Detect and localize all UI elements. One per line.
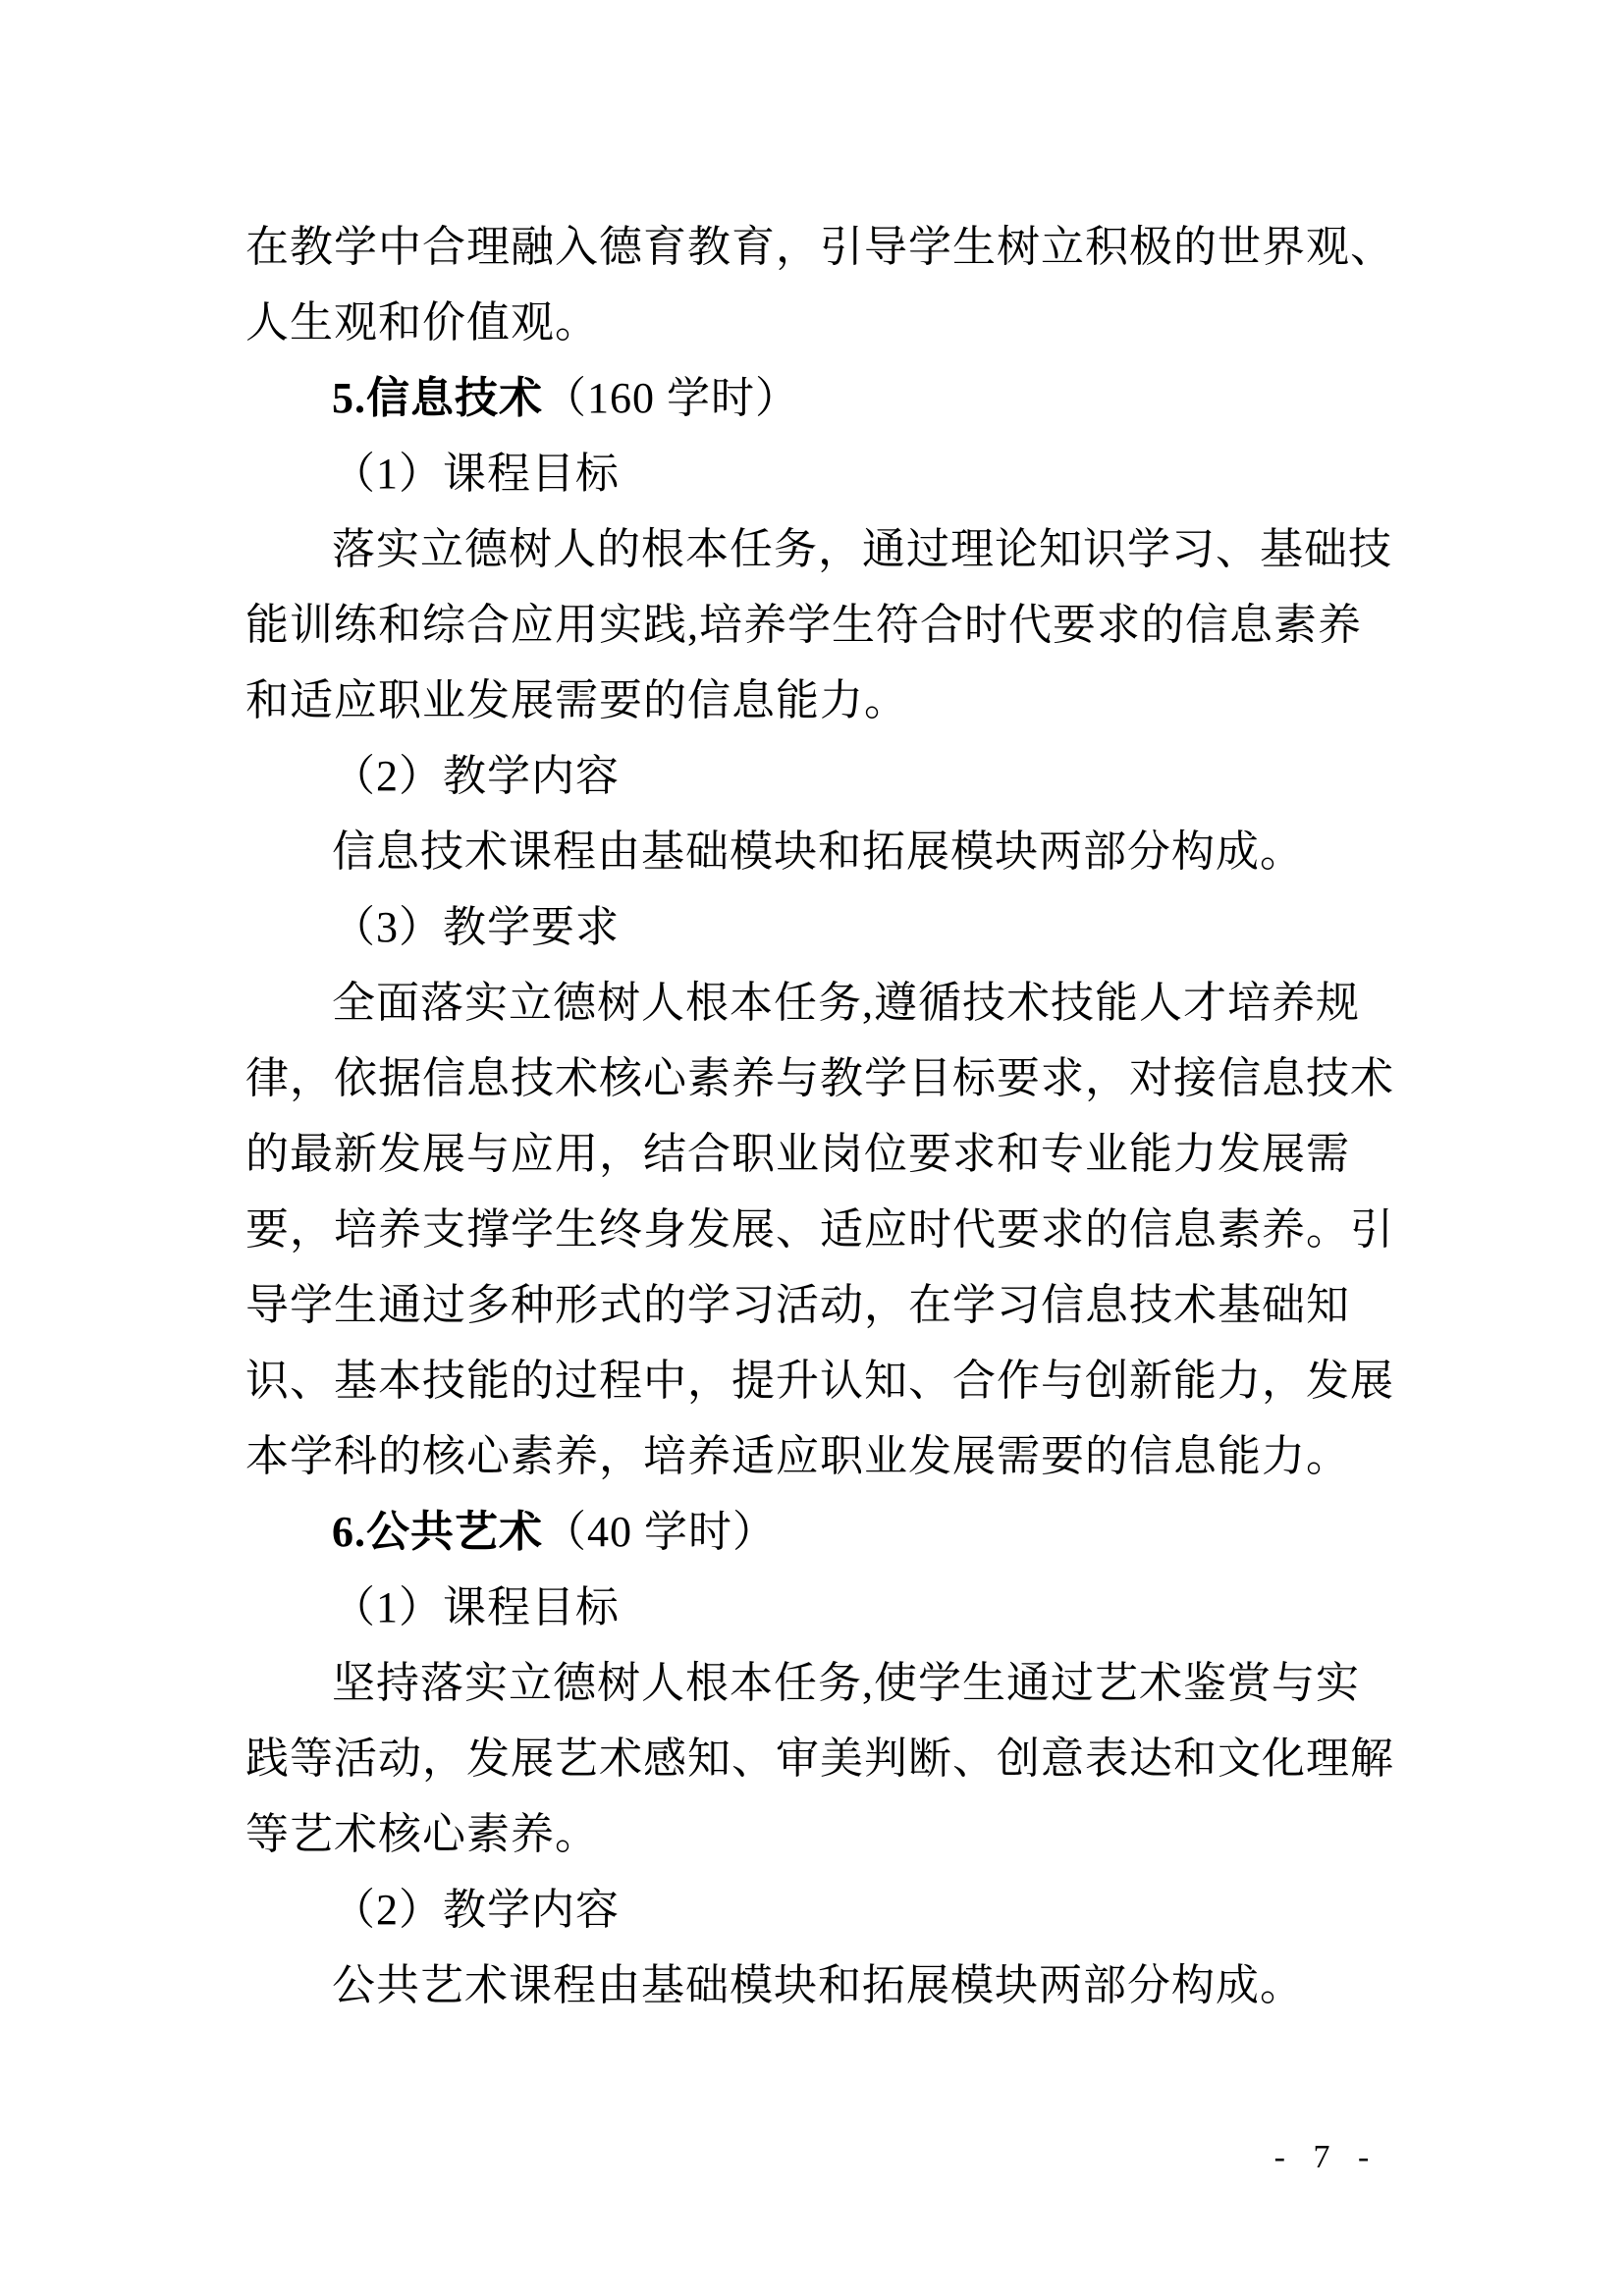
section-heading-hours: （160 学时） — [543, 374, 799, 422]
subheading: （2）教学内容 — [332, 1886, 620, 1934]
paragraph-first-line: 落实立德树人的根本任务，通过理论知识学习、基础技 — [332, 525, 1392, 573]
section-heading-hours: （40 学时） — [543, 1508, 777, 1556]
subheading: （1）课程目标 — [332, 450, 620, 498]
text-line: 能训练和综合应用实践,培养学生符合时代要求的信息素养 — [245, 601, 1362, 649]
text-line: 在教学中合理融入德育教育，引导学生树立积极的世界观、 — [245, 223, 1394, 271]
paragraph-first-line: 信息技术课程由基础模块和拓展模块两部分构成。 — [332, 828, 1304, 876]
text-line: 导学生通过多种形式的学习活动，在学习信息技术基础知 — [245, 1281, 1350, 1329]
section-heading — [245, 360, 1375, 436]
text-line: 要，培养支撑学生终身发展、适应时代要求的信息素养。引 — [245, 1205, 1394, 1254]
subheading: （1）课程目标 — [332, 1583, 620, 1631]
text-line: 的最新发展与应用，结合职业岗位要求和专业能力发展需 — [245, 1130, 1350, 1178]
text-line: 等艺术核心素养。 — [245, 1810, 599, 1858]
text-line: 人生观和价值观。 — [245, 298, 599, 347]
section-heading — [245, 1494, 1375, 1570]
subheading: （3）教学要求 — [332, 903, 620, 951]
paragraph-first-line: 公共艺术课程由基础模块和拓展模块两部分构成。 — [332, 1961, 1304, 2009]
section-heading-title: 6.公共艺术 — [332, 1508, 543, 1556]
page-number: - 7 - — [1273, 2139, 1380, 2175]
text-line: 律，依据信息技术核心素养与教学目标要求，对接信息技术 — [245, 1054, 1394, 1102]
text-line: 识、基本技能的过程中，提升认知、合作与创新能力，发展 — [245, 1357, 1394, 1405]
document-body — [245, 209, 1394, 2023]
text-line: 践等活动，发展艺术感知、审美判断、创意表达和文化理解 — [245, 1735, 1394, 1783]
paragraph-first-line: 全面落实立德树人根本任务,遵循技术技能人才培养规 — [332, 979, 1360, 1027]
section-heading-title: 5.信息技术 — [332, 374, 543, 422]
text-line: 和适应职业发展需要的信息能力。 — [245, 676, 908, 724]
text-line: 本学科的核心素养，培养适应职业发展需要的信息能力。 — [245, 1432, 1350, 1480]
paragraph-first-line: 坚持落实立德树人根本任务,使学生通过艺术鉴赏与实 — [332, 1659, 1360, 1707]
subheading: （2）教学内容 — [332, 752, 620, 800]
